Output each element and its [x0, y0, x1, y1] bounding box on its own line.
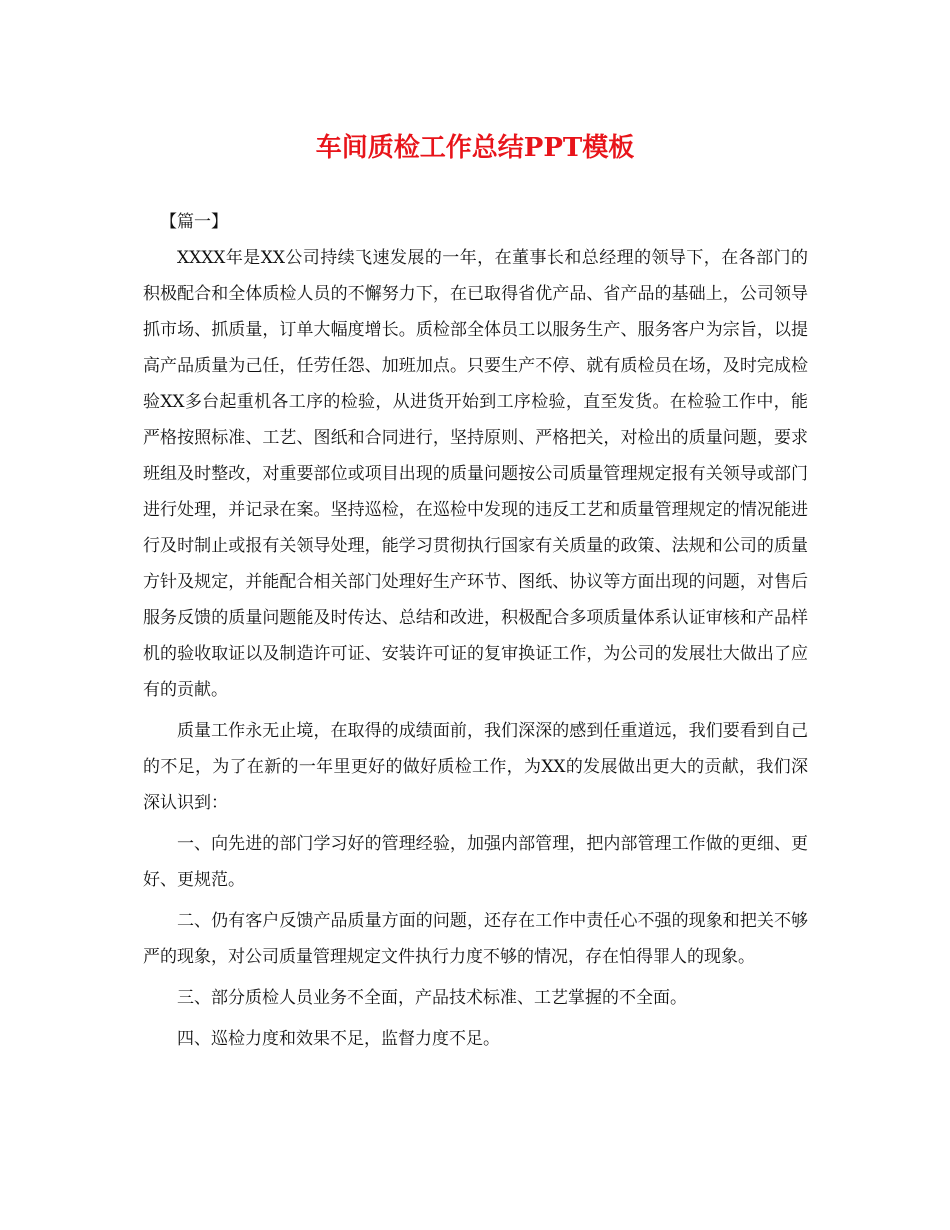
document-title: 车间质检工作总结PPT模板 [315, 133, 635, 163]
paragraph-point-2: 二、仍有客户反馈产品质量方面的问题，还存在工作中责任心不强的现象和把关不够严的现象，对公司质量管理规定文件执行力度不够的情况，存在怕得罪人的现象。 [143, 911, 808, 967]
paragraph-point-3: 三、部分质检人员业务不全面，产品技术标准、工艺掌握的不全面。 [177, 988, 687, 1008]
paragraph-point-4: 四、巡检力度和效果不足，监督力度不足。 [177, 1029, 500, 1049]
paragraph-point-1: 一、向先进的部门学习好的管理经验，加强内部管理，把内部管理工作做的更细、更好、更规范。 [143, 834, 808, 890]
paragraph-summary: XXXX年是XX公司持续飞速发展的一年，在董事长和总经理的领导下，在各部门的积极配合和全体质检人员的不懈努力下，在已取得省优产品、省产品的基础上，公司领导抓市场、抓质量，订单大幅度增长。质检部全体员工以服务生产、服务客户为宗旨，以提高产品质量为己任，任劳任怨、加班加点。只要生产不停、就有质检员在场，及时完成检验XX多台起重机各工序的检验，从进货开始到工序检验，直至发货。在检验工作中，能严格按照标准、工艺、图纸和合同进行，坚持原则、严格把关，对检出的质量问题，要求班组及时整改，对重要部位或项目出现的质量问题按公司质量管理规定报有关领导或部门进行处理，并记录在案。坚持巡检，在巡检中发现的违反工艺和质量管理规定的情况能进行及时制止或报有关领导处理，能学习贯彻执行国家有关质量的政策、法规和公司的质量方针及规定，并能配合相关部门处理好生产环节、图纸、协议等方面出现的问题，对售后服务反馈的质量问题能及时传达、总结和改进，积极配合多项质量体系认证审核和产品样机的验收取证以及制造许可证、安装许可证的复审换证工作，为公司的发展壮大做出了应有的贡献。 [143, 248, 808, 700]
document-body [143, 204, 808, 1057]
section-label: 【篇一】 [160, 212, 228, 232]
paragraph-reflection: 质量工作永无止境，在取得的成绩面前，我们深深的感到任重道远，我们要看到自己的不足，为了在新的一年里更好的做好质检工作，为XX的发展做出更大的贡献，我们深深认识到： [143, 721, 808, 813]
